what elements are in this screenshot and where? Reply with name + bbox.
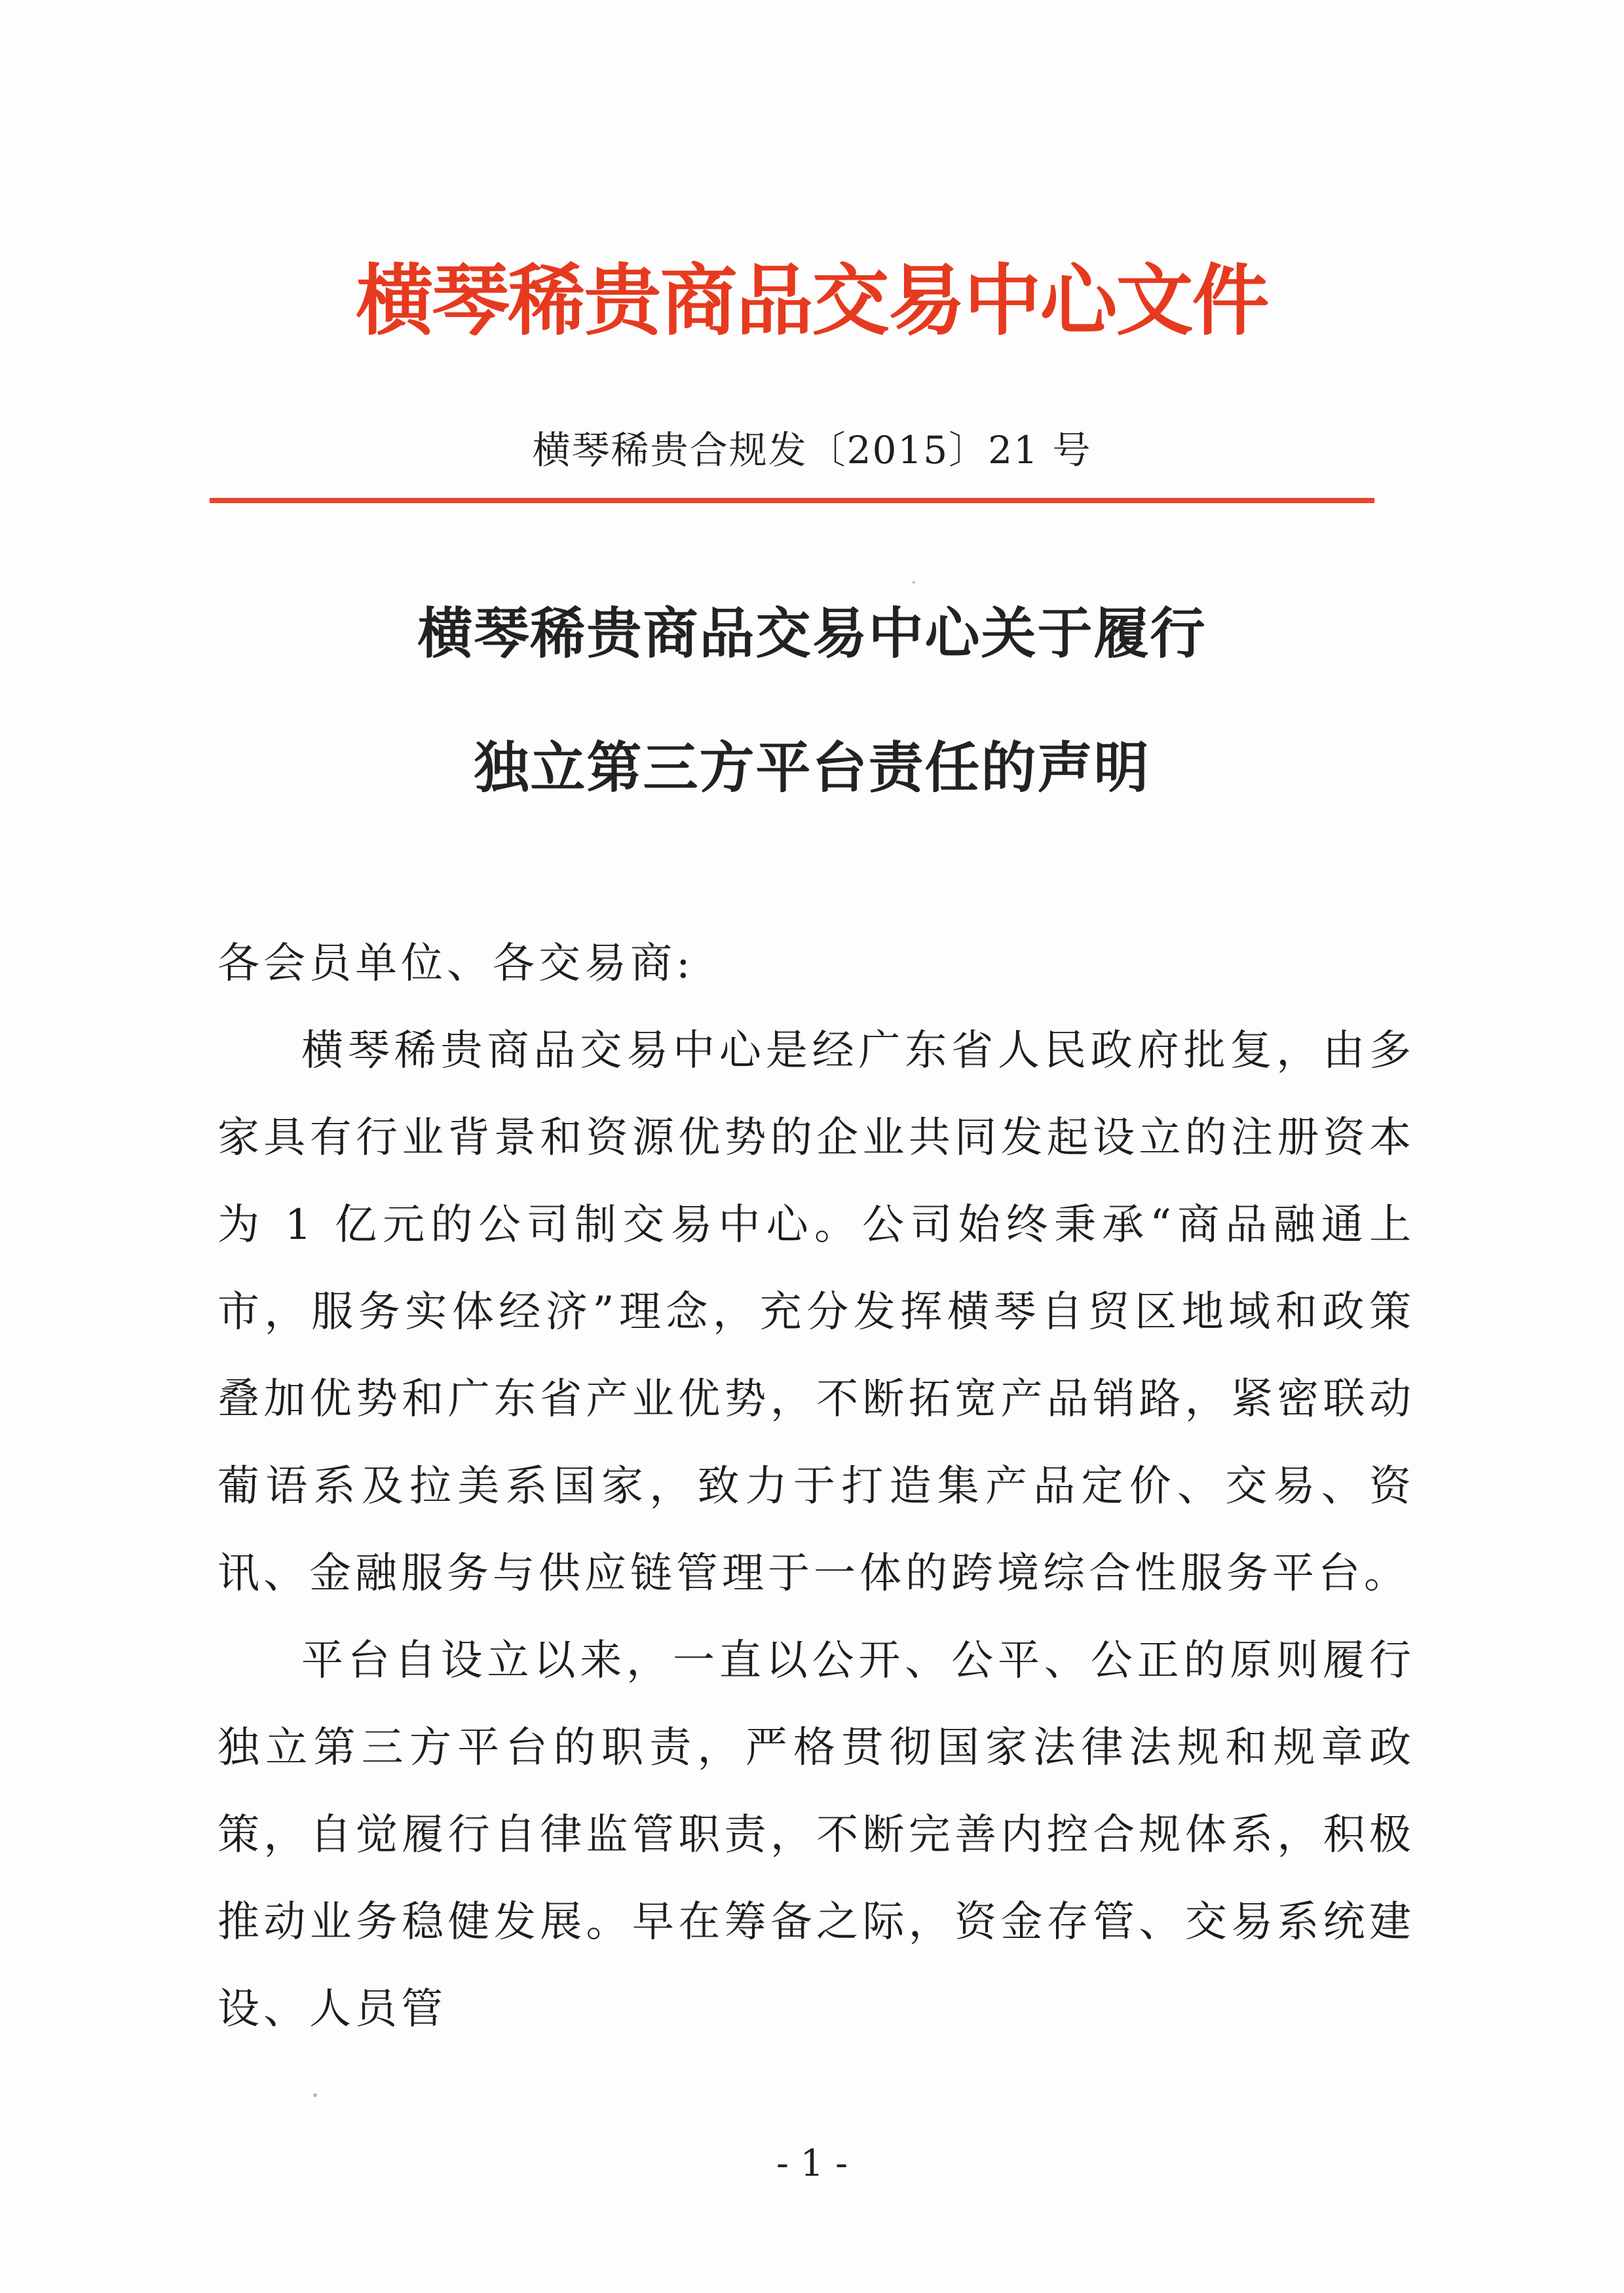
document-number: 横琴稀贵合规发〔2015〕21 号 <box>532 428 1092 472</box>
scan-speck <box>313 2093 317 2097</box>
document-title-line-1: 横琴稀贵商品交易中心关于履行 <box>417 601 1207 666</box>
body-paragraph-2: 平台自设立以来，一直以公开、公平、公正的原则履行独立第三方平台的职责，严格贯彻国家法律法规和规章政策，自觉履行自律监管职责，不断完善内控合规体系，积极推动业务稳健发展。早在筹备之际，资金存管、交易系统建设、人员管 <box>217 1637 1415 2034</box>
page-number: - 1 - <box>776 2142 848 2185</box>
document-body <box>217 920 1415 2053</box>
salutation: 各会员单位、各交易商: <box>217 939 694 988</box>
scan-speck <box>913 581 915 584</box>
body-paragraph-1: 横琴稀贵商品交易中心是经广东省人民政府批复，由多家具有行业背景和资源优势的企业共同发起设立的注册资本为 1 亿元的公司制交易中心。公司始终秉承“商品融通上市，服务实体经济”理念，充分发挥横琴自贸区地域和政策叠加优势和广东省产业优势，不断拓宽产品销路，紧密联动葡语系及拉美系国家，致力于打造集产品定价、交易、资讯、金融服务与供应链管理于一体的跨境综合性服务平台。 <box>217 1027 1415 1598</box>
red-divider-rule <box>210 498 1374 503</box>
document-title-line-2: 独立第三方平台责任的声明 <box>474 736 1150 800</box>
issuer-heading: 横琴稀贵商品交易中心文件 <box>356 256 1268 346</box>
